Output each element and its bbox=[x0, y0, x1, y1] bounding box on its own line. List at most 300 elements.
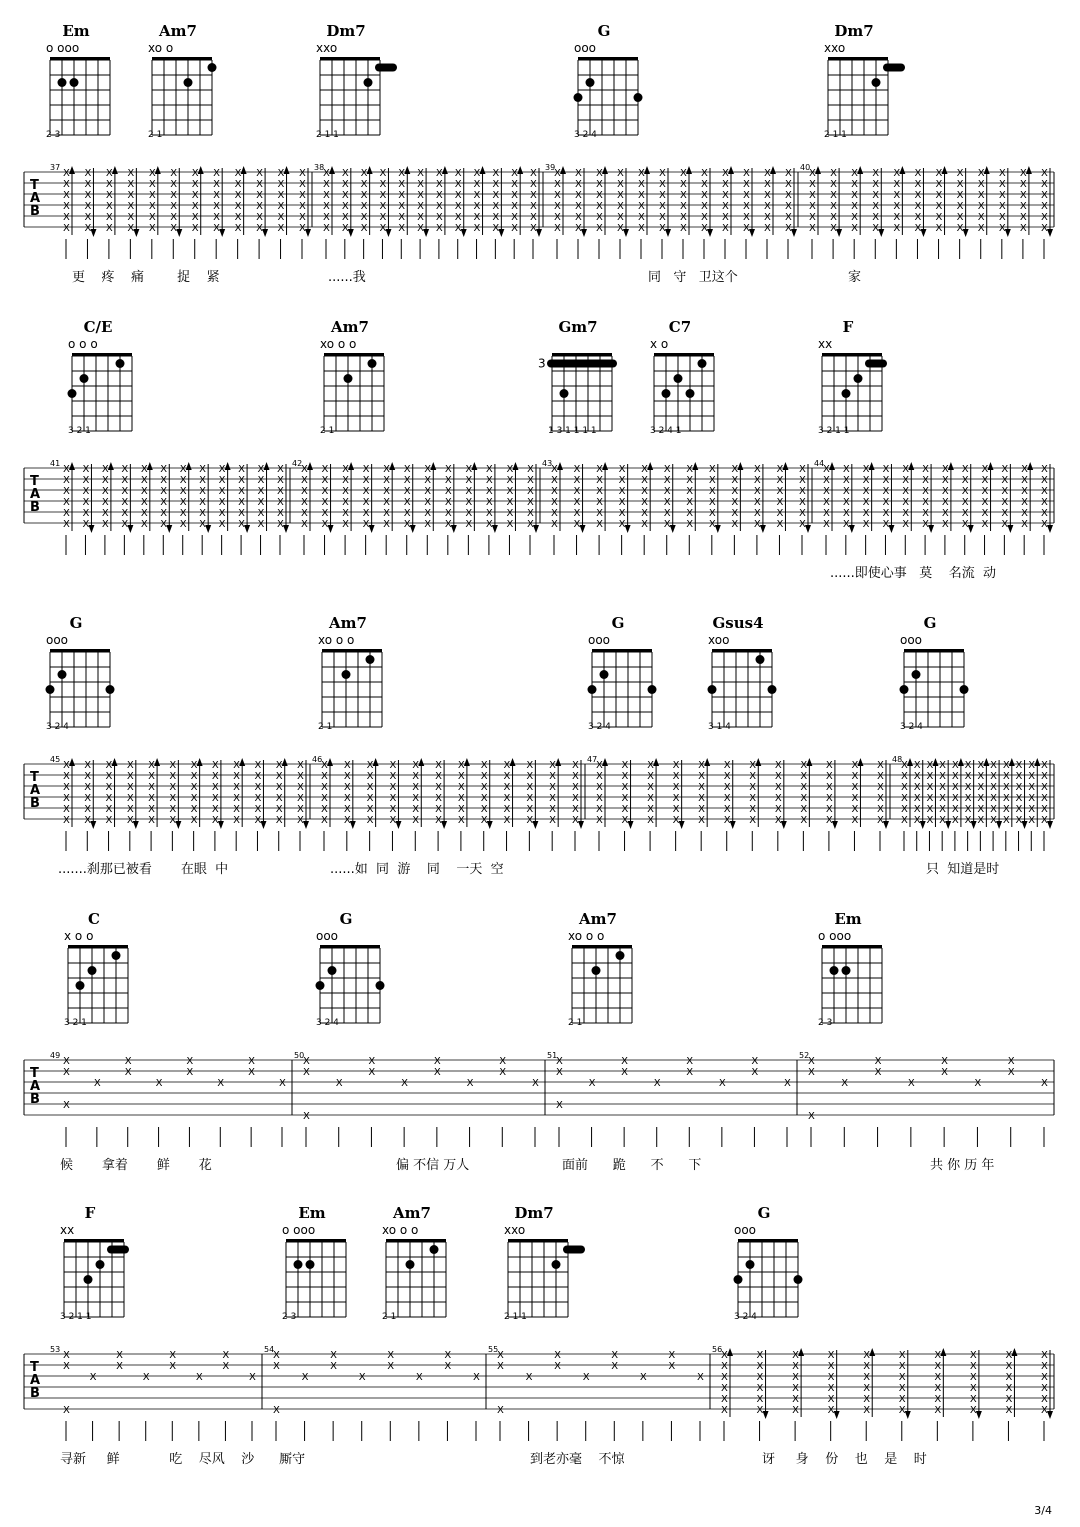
svg-text:X: X bbox=[851, 804, 859, 815]
svg-text:X: X bbox=[977, 782, 985, 793]
svg-text:X: X bbox=[680, 223, 687, 234]
chord-grid bbox=[66, 332, 146, 432]
svg-text:X: X bbox=[753, 475, 761, 486]
svg-text:X: X bbox=[1021, 464, 1029, 475]
svg-text:X: X bbox=[233, 760, 241, 771]
finger-numbers: 3 2 4 bbox=[588, 722, 611, 732]
svg-text:X: X bbox=[902, 475, 910, 486]
svg-text:X: X bbox=[424, 497, 432, 508]
svg-text:X: X bbox=[934, 1372, 942, 1383]
svg-text:X: X bbox=[551, 508, 558, 519]
svg-text:X: X bbox=[303, 1056, 310, 1067]
svg-text:X: X bbox=[901, 793, 908, 804]
svg-text:X: X bbox=[573, 464, 581, 475]
svg-text:X: X bbox=[321, 464, 329, 475]
svg-text:X: X bbox=[299, 223, 306, 234]
svg-text:X: X bbox=[672, 771, 680, 782]
finger-dot bbox=[116, 359, 125, 368]
svg-text:X: X bbox=[877, 793, 884, 804]
svg-text:X: X bbox=[981, 508, 989, 519]
svg-text:X: X bbox=[575, 223, 582, 234]
svg-text:X: X bbox=[913, 760, 921, 771]
svg-text:X: X bbox=[939, 760, 947, 771]
finger-dot bbox=[686, 389, 695, 398]
svg-text:X: X bbox=[934, 1394, 942, 1405]
measure-number: 39 bbox=[545, 163, 556, 172]
svg-text:X: X bbox=[611, 1350, 619, 1361]
svg-text:X: X bbox=[956, 168, 964, 179]
fret-number: 3 bbox=[538, 356, 546, 371]
finger-numbers: 2 3 bbox=[282, 1312, 297, 1322]
chord-grid bbox=[538, 332, 626, 432]
svg-text:X: X bbox=[799, 497, 806, 508]
svg-text:X: X bbox=[417, 201, 424, 212]
svg-text:X: X bbox=[898, 1361, 906, 1372]
svg-text:X: X bbox=[275, 760, 283, 771]
svg-text:X: X bbox=[799, 464, 806, 475]
svg-text:X: X bbox=[977, 179, 985, 190]
svg-text:X: X bbox=[723, 815, 731, 826]
svg-text:X: X bbox=[935, 223, 943, 234]
svg-text:X: X bbox=[698, 815, 706, 826]
open-mute-markers: xo o o bbox=[382, 1223, 419, 1237]
svg-text:X: X bbox=[105, 179, 113, 190]
svg-text:X: X bbox=[330, 1350, 338, 1361]
svg-text:X: X bbox=[218, 508, 226, 519]
svg-text:X: X bbox=[254, 782, 262, 793]
svg-text:X: X bbox=[248, 1067, 256, 1078]
svg-text:X: X bbox=[1028, 782, 1036, 793]
svg-text:X: X bbox=[169, 1361, 177, 1372]
svg-text:X: X bbox=[935, 212, 943, 223]
svg-text:X: X bbox=[774, 793, 782, 804]
svg-text:X: X bbox=[723, 782, 731, 793]
svg-text:X: X bbox=[872, 190, 880, 201]
svg-text:X: X bbox=[977, 168, 985, 179]
svg-text:X: X bbox=[126, 760, 134, 771]
svg-text:X: X bbox=[170, 168, 178, 179]
svg-text:X: X bbox=[148, 760, 155, 771]
svg-text:X: X bbox=[659, 223, 666, 234]
svg-text:X: X bbox=[511, 201, 519, 212]
svg-text:X: X bbox=[1001, 475, 1009, 486]
svg-text:X: X bbox=[731, 475, 739, 486]
finger-numbers: 2 3 bbox=[818, 1018, 833, 1028]
svg-text:X: X bbox=[190, 815, 198, 826]
svg-text:X: X bbox=[617, 190, 624, 201]
svg-text:X: X bbox=[825, 815, 833, 826]
svg-text:X: X bbox=[1041, 201, 1048, 212]
chord-name: G bbox=[69, 614, 83, 632]
svg-text:X: X bbox=[503, 815, 511, 826]
svg-text:X: X bbox=[527, 508, 534, 519]
chord-grid bbox=[502, 1218, 582, 1318]
svg-text:X: X bbox=[273, 1405, 280, 1416]
finger-dot bbox=[316, 981, 325, 990]
svg-text:X: X bbox=[379, 223, 387, 234]
svg-text:X: X bbox=[179, 464, 187, 475]
svg-text:X: X bbox=[366, 760, 374, 771]
svg-text:X: X bbox=[473, 190, 481, 201]
finger-dot bbox=[756, 655, 765, 664]
svg-text:X: X bbox=[862, 486, 870, 497]
svg-text:X: X bbox=[218, 519, 226, 530]
svg-text:X: X bbox=[1041, 223, 1048, 234]
svg-text:X: X bbox=[444, 486, 452, 497]
svg-text:X: X bbox=[389, 793, 397, 804]
svg-text:X: X bbox=[893, 168, 901, 179]
finger-dot bbox=[364, 78, 373, 87]
svg-text:X: X bbox=[851, 168, 859, 179]
svg-text:X: X bbox=[572, 771, 579, 782]
chord-name: G bbox=[597, 22, 611, 40]
svg-text:X: X bbox=[698, 771, 706, 782]
svg-text:X: X bbox=[951, 760, 959, 771]
finger-dot bbox=[588, 685, 597, 694]
finger-dot bbox=[328, 966, 337, 975]
svg-text:X: X bbox=[621, 804, 629, 815]
svg-text:X: X bbox=[785, 223, 792, 234]
svg-text:X: X bbox=[842, 464, 850, 475]
svg-text:X: X bbox=[1007, 1067, 1015, 1078]
svg-text:X: X bbox=[990, 760, 997, 771]
svg-text:X: X bbox=[277, 486, 284, 497]
svg-text:X: X bbox=[596, 486, 603, 497]
svg-text:X: X bbox=[530, 190, 537, 201]
measure-number: 38 bbox=[314, 163, 325, 172]
system-5 bbox=[0, 1204, 1080, 1494]
svg-text:X: X bbox=[680, 179, 687, 190]
finger-numbers: 3 2 4 bbox=[316, 1018, 339, 1028]
tab-clef: T bbox=[30, 474, 39, 489]
svg-text:X: X bbox=[84, 212, 92, 223]
svg-text:X: X bbox=[977, 212, 985, 223]
svg-text:X: X bbox=[191, 179, 199, 190]
svg-text:X: X bbox=[621, 771, 629, 782]
svg-text:X: X bbox=[277, 212, 285, 223]
measure-number: 52 bbox=[799, 1051, 810, 1060]
svg-text:X: X bbox=[663, 486, 671, 497]
open-mute-markers: xo o o bbox=[318, 633, 355, 647]
svg-text:X: X bbox=[213, 223, 221, 234]
svg-text:X: X bbox=[731, 497, 739, 508]
svg-text:X: X bbox=[465, 475, 473, 486]
svg-text:X: X bbox=[403, 519, 411, 530]
svg-text:X: X bbox=[63, 793, 70, 804]
svg-text:X: X bbox=[506, 497, 514, 508]
svg-text:X: X bbox=[1041, 475, 1048, 486]
svg-text:X: X bbox=[974, 1078, 982, 1089]
svg-text:X: X bbox=[84, 223, 92, 234]
svg-text:X: X bbox=[618, 475, 626, 486]
svg-text:X: X bbox=[121, 464, 129, 475]
svg-text:X: X bbox=[680, 201, 687, 212]
lyric-line: 候 拿着 鲜 花 bbox=[60, 1158, 212, 1173]
svg-text:X: X bbox=[1005, 1372, 1013, 1383]
svg-text:X: X bbox=[981, 497, 989, 508]
svg-text:X: X bbox=[341, 212, 349, 223]
svg-text:X: X bbox=[527, 497, 534, 508]
svg-text:X: X bbox=[800, 760, 808, 771]
svg-text:X: X bbox=[485, 508, 493, 519]
svg-text:X: X bbox=[121, 475, 129, 486]
svg-text:X: X bbox=[776, 486, 784, 497]
svg-text:X: X bbox=[435, 804, 442, 815]
svg-text:X: X bbox=[863, 1394, 871, 1405]
svg-text:X: X bbox=[823, 464, 830, 475]
svg-text:X: X bbox=[503, 760, 511, 771]
svg-text:X: X bbox=[335, 1078, 343, 1089]
svg-text:X: X bbox=[444, 1361, 452, 1372]
open-mute-markers: xxo bbox=[824, 41, 846, 55]
svg-text:X: X bbox=[435, 760, 442, 771]
measure-number: 42 bbox=[292, 459, 303, 468]
svg-text:X: X bbox=[63, 771, 70, 782]
svg-text:X: X bbox=[862, 508, 870, 519]
svg-text:X: X bbox=[935, 168, 943, 179]
svg-text:X: X bbox=[435, 179, 443, 190]
finger-dot bbox=[68, 389, 77, 398]
svg-text:X: X bbox=[721, 1383, 728, 1394]
svg-text:X: X bbox=[105, 771, 113, 782]
svg-text:X: X bbox=[792, 1383, 799, 1394]
svg-text:X: X bbox=[723, 804, 731, 815]
svg-text:X: X bbox=[412, 760, 420, 771]
svg-text:X: X bbox=[961, 519, 969, 530]
svg-text:X: X bbox=[105, 190, 113, 201]
svg-text:X: X bbox=[358, 1372, 366, 1383]
svg-text:X: X bbox=[701, 168, 708, 179]
chord-grid bbox=[898, 628, 978, 728]
lyric-line: 偏 不信 万人 bbox=[396, 1158, 470, 1173]
svg-text:X: X bbox=[297, 782, 304, 793]
svg-text:X: X bbox=[939, 815, 947, 826]
svg-text:X: X bbox=[127, 168, 135, 179]
measure-number: 48 bbox=[892, 755, 903, 764]
svg-text:X: X bbox=[254, 760, 262, 771]
svg-text:X: X bbox=[701, 212, 708, 223]
finger-numbers: 2 1 bbox=[568, 1018, 583, 1028]
system-4 bbox=[0, 910, 1080, 1200]
svg-text:X: X bbox=[596, 771, 603, 782]
finger-dot bbox=[184, 78, 193, 87]
svg-text:X: X bbox=[721, 1361, 728, 1372]
svg-text:X: X bbox=[596, 782, 603, 793]
svg-text:X: X bbox=[785, 201, 792, 212]
svg-text:X: X bbox=[341, 179, 349, 190]
svg-text:X: X bbox=[191, 168, 199, 179]
svg-text:X: X bbox=[1041, 815, 1048, 826]
svg-text:X: X bbox=[722, 201, 729, 212]
svg-text:X: X bbox=[731, 464, 739, 475]
svg-text:X: X bbox=[893, 190, 901, 201]
svg-text:X: X bbox=[851, 793, 859, 804]
chord-name: F bbox=[842, 318, 854, 336]
svg-text:X: X bbox=[140, 497, 148, 508]
svg-text:X: X bbox=[124, 1056, 132, 1067]
svg-text:X: X bbox=[403, 508, 411, 519]
svg-text:X: X bbox=[233, 804, 241, 815]
svg-text:X: X bbox=[497, 1361, 504, 1372]
svg-text:X: X bbox=[238, 486, 245, 497]
svg-text:X: X bbox=[799, 508, 806, 519]
svg-text:X: X bbox=[956, 179, 964, 190]
measure-number: 40 bbox=[800, 163, 811, 172]
svg-text:X: X bbox=[368, 1067, 376, 1078]
svg-text:X: X bbox=[914, 201, 922, 212]
svg-text:X: X bbox=[1002, 760, 1010, 771]
svg-text:X: X bbox=[191, 212, 199, 223]
svg-text:X: X bbox=[148, 201, 156, 212]
svg-text:X: X bbox=[851, 815, 859, 826]
chord-name: Am7 bbox=[331, 318, 369, 336]
svg-text:X: X bbox=[922, 497, 929, 508]
svg-text:X: X bbox=[101, 486, 109, 497]
svg-text:X: X bbox=[1005, 1361, 1013, 1372]
svg-text:X: X bbox=[939, 804, 947, 815]
svg-text:X: X bbox=[238, 508, 245, 519]
svg-text:X: X bbox=[1041, 804, 1048, 815]
svg-text:X: X bbox=[1041, 1350, 1048, 1361]
chord-grid bbox=[648, 332, 728, 432]
svg-text:X: X bbox=[63, 497, 70, 508]
svg-text:X: X bbox=[457, 793, 465, 804]
svg-text:X: X bbox=[998, 212, 1006, 223]
svg-text:X: X bbox=[179, 519, 187, 530]
svg-text:X: X bbox=[142, 1372, 150, 1383]
svg-text:X: X bbox=[1015, 793, 1023, 804]
svg-text:X: X bbox=[753, 464, 761, 475]
chord-name: G bbox=[757, 1204, 771, 1222]
tab-clef: B bbox=[30, 1092, 40, 1107]
svg-text:X: X bbox=[473, 179, 481, 190]
measure-number: 55 bbox=[488, 1345, 499, 1354]
svg-text:X: X bbox=[63, 168, 70, 179]
svg-text:X: X bbox=[199, 464, 207, 475]
svg-text:X: X bbox=[121, 519, 129, 530]
svg-text:X: X bbox=[914, 190, 922, 201]
svg-text:X: X bbox=[169, 782, 177, 793]
svg-text:X: X bbox=[941, 464, 949, 475]
svg-text:X: X bbox=[841, 1078, 849, 1089]
svg-text:X: X bbox=[89, 1372, 97, 1383]
svg-text:X: X bbox=[877, 771, 884, 782]
svg-text:X: X bbox=[301, 508, 308, 519]
svg-text:X: X bbox=[179, 508, 187, 519]
svg-text:X: X bbox=[63, 1405, 70, 1416]
svg-text:X: X bbox=[84, 760, 92, 771]
finger-numbers: 3 2 4 1 bbox=[650, 426, 682, 436]
finger-dot bbox=[574, 93, 583, 102]
svg-text:X: X bbox=[140, 475, 148, 486]
svg-text:X: X bbox=[596, 508, 603, 519]
svg-text:X: X bbox=[785, 168, 792, 179]
svg-text:X: X bbox=[160, 508, 168, 519]
svg-text:X: X bbox=[862, 519, 870, 530]
svg-text:X: X bbox=[121, 486, 129, 497]
svg-text:X: X bbox=[686, 486, 694, 497]
svg-text:X: X bbox=[343, 771, 351, 782]
chord-grid bbox=[816, 924, 896, 1024]
svg-text:X: X bbox=[362, 497, 370, 508]
svg-text:X: X bbox=[872, 179, 880, 190]
svg-text:X: X bbox=[722, 223, 729, 234]
svg-text:X: X bbox=[961, 475, 969, 486]
svg-text:X: X bbox=[686, 1056, 694, 1067]
svg-text:X: X bbox=[275, 815, 283, 826]
svg-text:X: X bbox=[343, 760, 351, 771]
svg-text:X: X bbox=[191, 201, 199, 212]
svg-text:X: X bbox=[160, 475, 168, 486]
svg-text:X: X bbox=[211, 771, 219, 782]
svg-text:X: X bbox=[101, 464, 109, 475]
svg-text:X: X bbox=[499, 1067, 507, 1078]
svg-text:X: X bbox=[764, 179, 771, 190]
svg-text:X: X bbox=[148, 179, 156, 190]
svg-text:X: X bbox=[756, 1361, 764, 1372]
svg-text:X: X bbox=[898, 1383, 906, 1394]
svg-text:X: X bbox=[234, 212, 242, 223]
svg-text:X: X bbox=[63, 519, 70, 530]
svg-text:X: X bbox=[511, 179, 519, 190]
open-mute-markers: ooo bbox=[900, 633, 923, 647]
finger-dot bbox=[344, 374, 353, 383]
svg-text:X: X bbox=[941, 519, 949, 530]
lyric-line: ......如 同 游 同 一天 空 bbox=[330, 862, 504, 877]
svg-text:X: X bbox=[342, 497, 349, 508]
svg-text:X: X bbox=[1041, 1394, 1048, 1405]
svg-text:X: X bbox=[233, 793, 241, 804]
svg-text:X: X bbox=[256, 168, 263, 179]
svg-text:X: X bbox=[105, 168, 113, 179]
svg-text:X: X bbox=[659, 168, 666, 179]
svg-text:X: X bbox=[596, 190, 603, 201]
svg-text:X: X bbox=[596, 497, 603, 508]
svg-text:X: X bbox=[277, 497, 284, 508]
chord-grid bbox=[318, 332, 398, 432]
svg-text:X: X bbox=[961, 464, 969, 475]
svg-text:X: X bbox=[238, 497, 245, 508]
svg-text:X: X bbox=[934, 1361, 942, 1372]
svg-text:X: X bbox=[998, 179, 1006, 190]
svg-text:X: X bbox=[842, 508, 850, 519]
svg-text:X: X bbox=[84, 782, 92, 793]
svg-text:X: X bbox=[379, 168, 387, 179]
tab-clef: B bbox=[30, 204, 40, 219]
barre bbox=[865, 360, 887, 368]
svg-text:X: X bbox=[638, 212, 645, 223]
svg-text:X: X bbox=[753, 497, 761, 508]
svg-text:X: X bbox=[233, 771, 241, 782]
svg-text:X: X bbox=[621, 1056, 629, 1067]
svg-text:X: X bbox=[573, 475, 581, 486]
svg-text:X: X bbox=[1028, 815, 1036, 826]
chord-name: Am7 bbox=[579, 910, 617, 928]
svg-text:X: X bbox=[647, 760, 654, 771]
svg-text:X: X bbox=[275, 771, 283, 782]
open-mute-markers: ooo bbox=[734, 1223, 757, 1237]
svg-text:X: X bbox=[575, 179, 582, 190]
svg-text:X: X bbox=[503, 782, 511, 793]
finger-numbers: 3 2 1 1 bbox=[60, 1312, 92, 1322]
svg-text:X: X bbox=[1001, 508, 1009, 519]
svg-text:X: X bbox=[412, 804, 420, 815]
svg-text:X: X bbox=[105, 760, 113, 771]
svg-text:X: X bbox=[618, 497, 626, 508]
svg-text:X: X bbox=[277, 201, 285, 212]
chord-name: Gm7 bbox=[558, 318, 598, 336]
svg-text:X: X bbox=[401, 1078, 409, 1089]
